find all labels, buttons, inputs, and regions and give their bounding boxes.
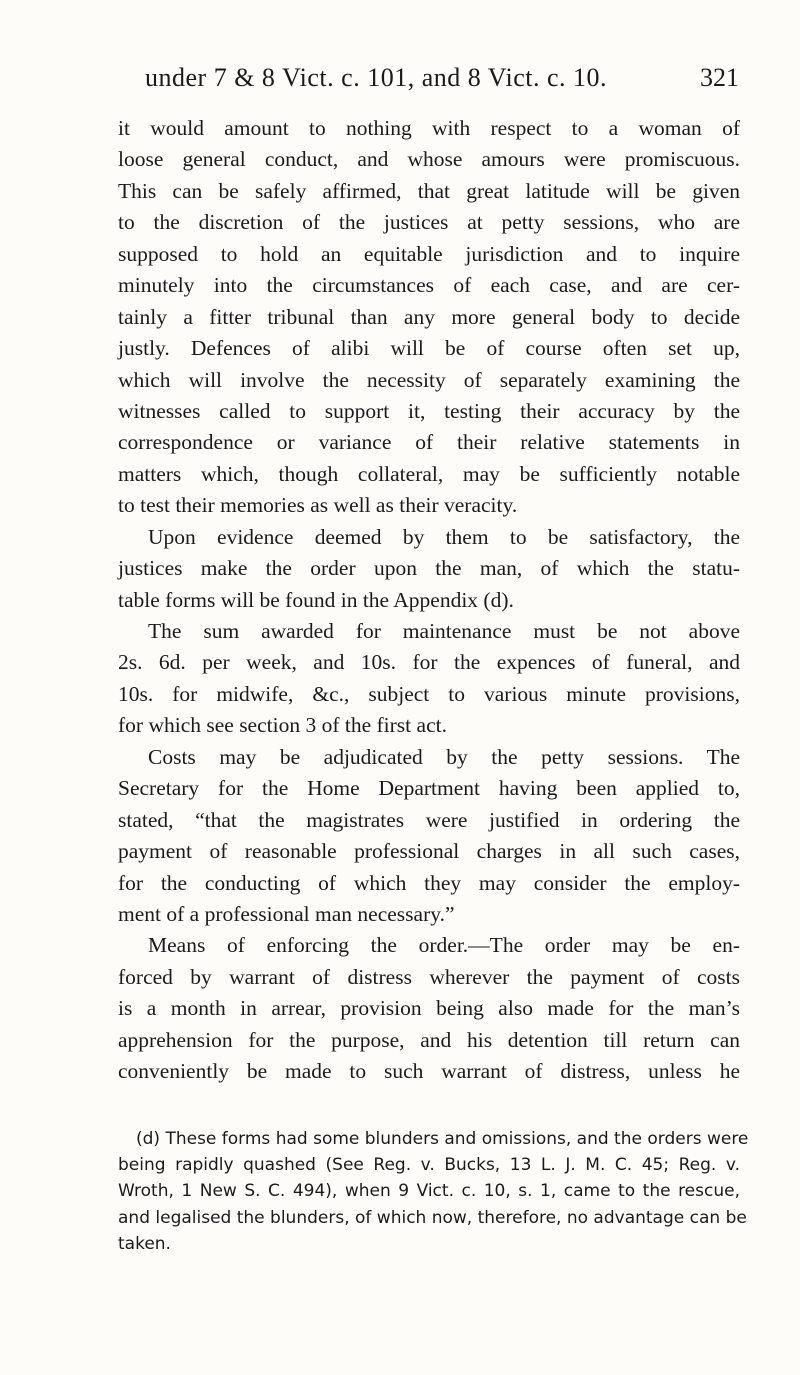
- footnote-line: taken.: [118, 1233, 171, 1254]
- body-line: justices make the order upon the man, of which the statu-: [118, 556, 740, 581]
- body-line: Upon evidence deemed by them to be satisfactory, the: [148, 524, 740, 549]
- footnote-line: (d) These forms had some blunders and omissions, and the orders were: [136, 1129, 749, 1149]
- body-line: Secretary for the Home Department having been applied to,: [118, 776, 740, 801]
- body-line: minutely into the circumstances of each case, and are cer-: [118, 273, 740, 298]
- body-line: ment of a professional man necessary.”: [118, 901, 455, 926]
- body-line: 10s. for midwife, &c., subject to various minute provisions,: [118, 681, 740, 706]
- footnote-line: and legalised the blunders, of which now, therefore, no advantage can be: [118, 1207, 747, 1228]
- body-text: [118, 113, 740, 1088]
- body-line: for the conducting of which they may consider the employ-: [118, 870, 740, 895]
- body-line: forced by warrant of distress wherever the payment of costs: [118, 964, 740, 989]
- body-line: is a month in arrear, provision being also made for the man’s: [118, 996, 740, 1021]
- body-line: payment of reasonable professional charges in all such cases,: [118, 839, 740, 864]
- body-line: supposed to hold an equitable jurisdiction and to inquire: [118, 241, 740, 266]
- body-line: The sum awarded for maintenance must be not above: [148, 619, 740, 643]
- footnote: [118, 1126, 749, 1257]
- body-line: 2s. 6d. per week, and 10s. for the expences of funeral, and: [118, 650, 740, 675]
- page-number: 321: [700, 63, 739, 92]
- body-line: correspondence or variance of their relative statements in: [118, 430, 740, 455]
- body-line: tainly a fitter tribunal than any more general body to decide: [118, 304, 740, 329]
- body-line: conveniently be made to such warrant of distress, unless he: [118, 1059, 740, 1084]
- body-line: it would amount to nothing with respect to a woman of: [118, 116, 740, 140]
- body-line: matters which, though collateral, may be sufficiently notable: [118, 461, 740, 486]
- body-line: to test their memories as well as their veracity.: [118, 493, 518, 518]
- body-line: apprehension for the purpose, and his detention till return can: [118, 1027, 740, 1052]
- running-title: under 7 & 8 Vict. c. 101, and 8 Vict. c. 10.: [145, 63, 608, 92]
- body-line: justly. Defences of alibi will be of course often set up,: [118, 336, 740, 361]
- body-line: This can be safely affirmed, that great latitude will be given: [118, 178, 740, 203]
- body-line: witnesses called to support it, testing their accuracy by the: [118, 398, 740, 423]
- running-header: [145, 58, 739, 98]
- body-line: Means of enforcing the order.—The order may be en-: [148, 933, 740, 958]
- body-line: Costs may be adjudicated by the petty sessions. The: [148, 744, 740, 769]
- body-line: table forms will be found in the Appendix (d).: [118, 587, 514, 612]
- body-line: to the discretion of the justices at petty sessions, who are: [118, 210, 740, 235]
- body-line: for which see section 3 of the first act.: [118, 713, 447, 738]
- body-line: loose general conduct, and whose amours were promiscuous.: [118, 147, 740, 172]
- body-line: stated, “that the magistrates were justified in ordering the: [118, 807, 740, 832]
- footnote-line: being rapidly quashed (See Reg. v. Bucks, 13 L. J. M. C. 45; Reg. v.: [118, 1155, 740, 1176]
- body-line: which will involve the necessity of separately examining the: [118, 367, 740, 392]
- footnote-line: Wroth, 1 New S. C. 494), when 9 Vict. c. 10, s. 1, came to the rescue,: [118, 1181, 740, 1202]
